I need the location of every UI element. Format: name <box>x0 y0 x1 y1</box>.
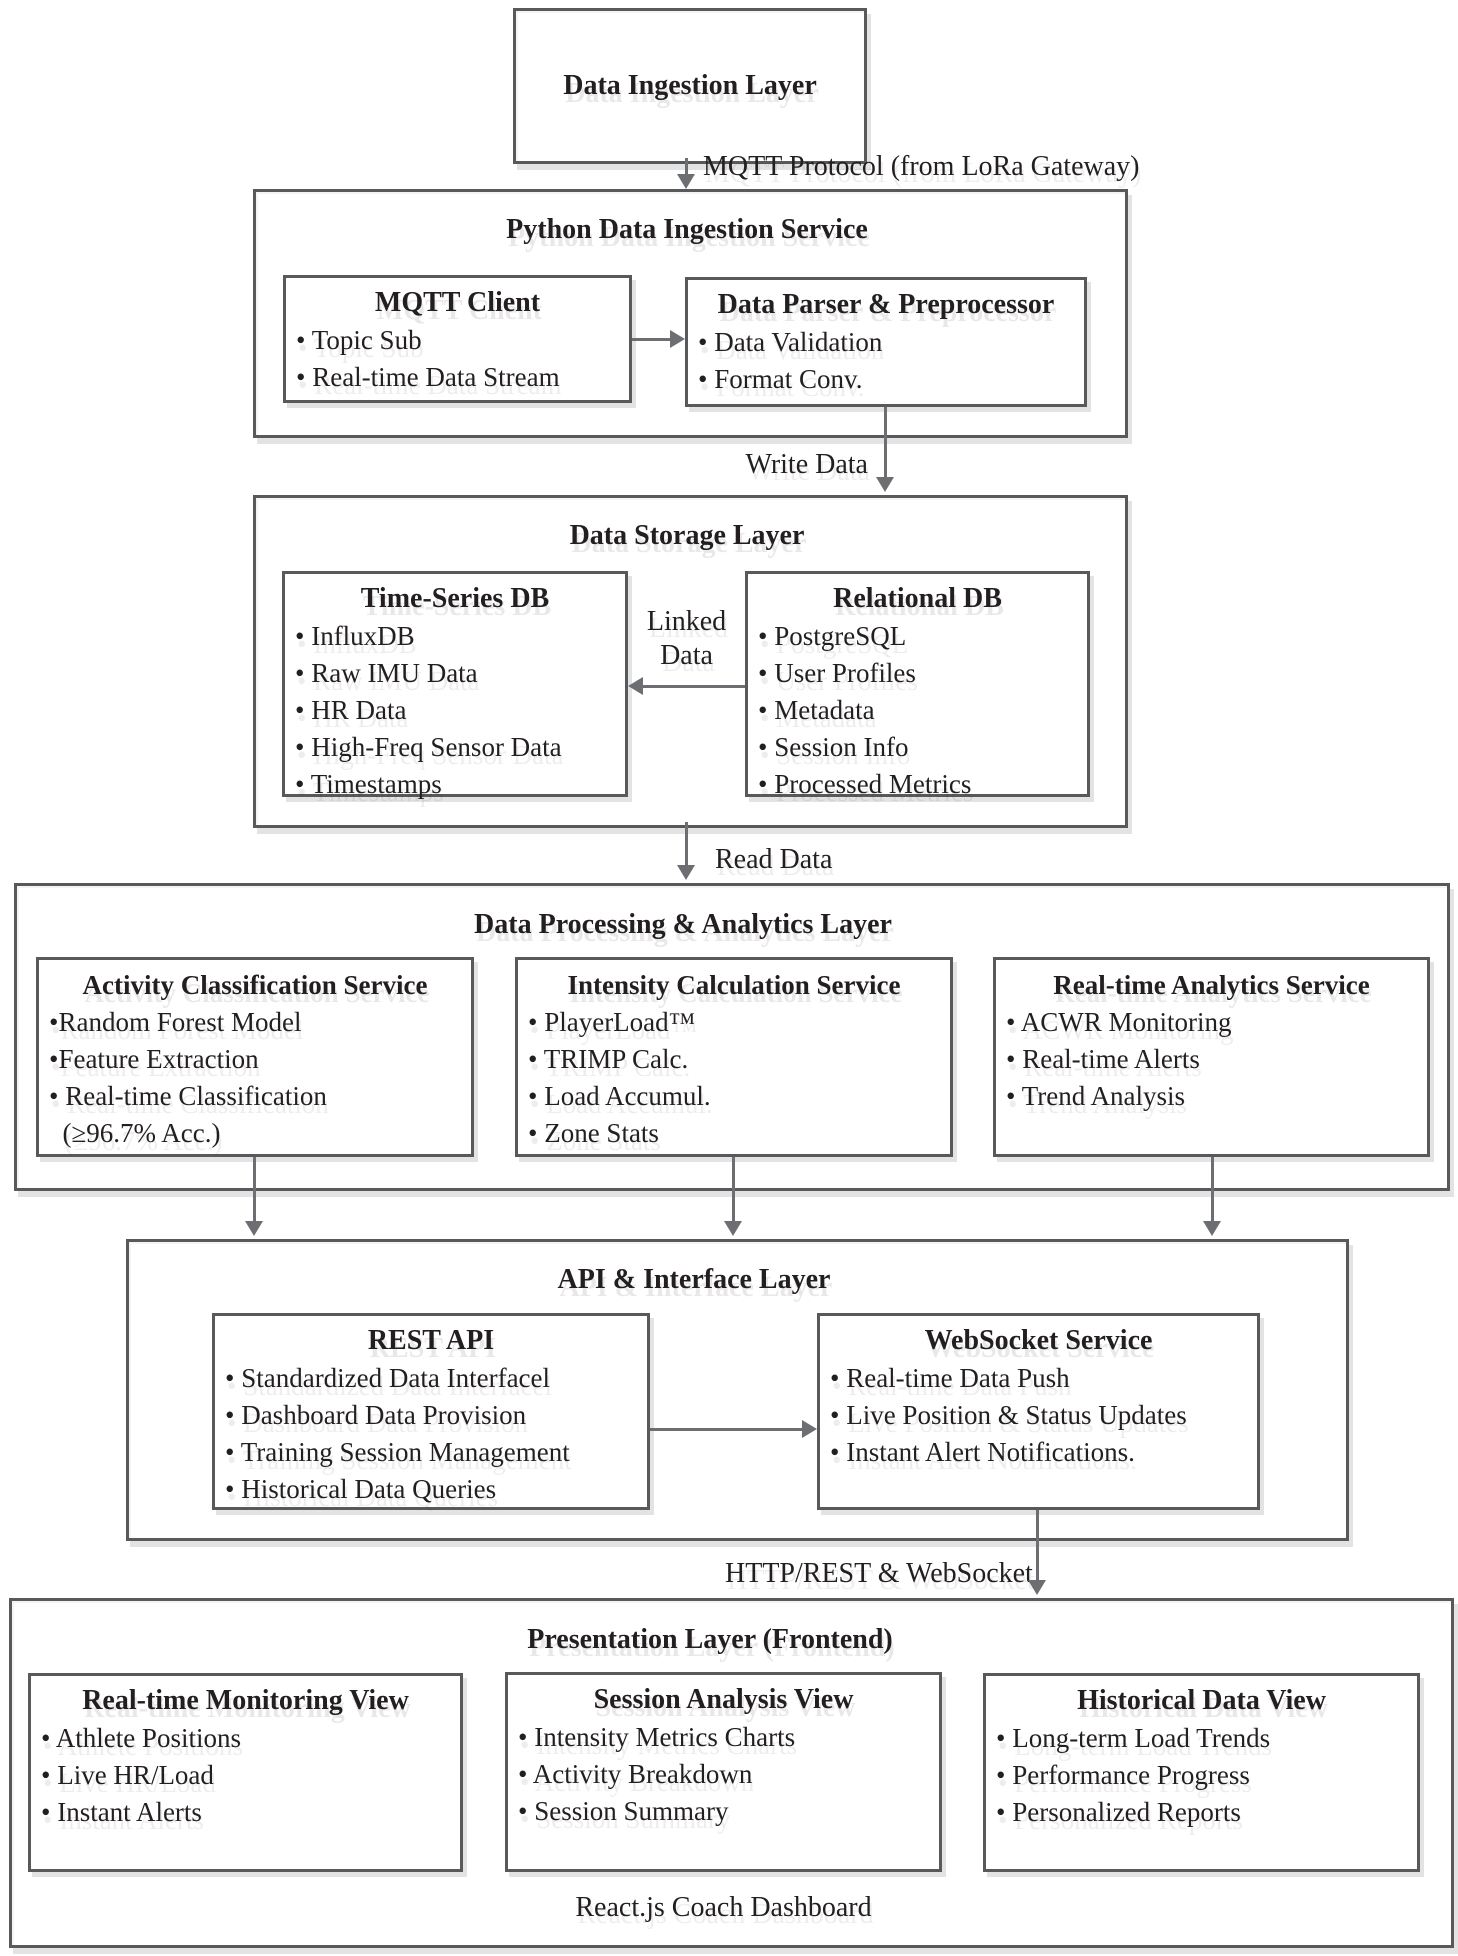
arrow-line <box>884 407 887 480</box>
arrow-line <box>732 1157 735 1224</box>
arrow-activity-to-api <box>245 1157 265 1236</box>
bullet-item: • ACWR Monitoring <box>1006 1007 1232 1037</box>
realtime-monitoring-view-list <box>41 1720 450 1831</box>
bullet-item: • Format Conv. <box>698 364 863 394</box>
arrow-realtime-to-api <box>1203 1157 1223 1236</box>
bullet-item: • Activity Breakdown <box>518 1759 753 1789</box>
session-analysis-view-title: Session Analysis View <box>593 1684 854 1715</box>
rest-api-title: REST API <box>367 1325 495 1356</box>
bullet-item: • Athlete Positions <box>41 1723 241 1753</box>
read-data-label: Read Data <box>715 844 833 875</box>
bullet-item: • Real-time Alerts <box>1006 1044 1200 1074</box>
write-data-label: Write Data <box>745 449 868 480</box>
session-analysis-view-list <box>518 1719 929 1830</box>
websocket-service-title: WebSocket Service <box>924 1325 1153 1356</box>
bullet-item: • Performance Progress <box>996 1760 1250 1790</box>
bullet-item: (≥96.7% Acc.) <box>49 1118 221 1148</box>
bullet-item: • Real-time Data Push <box>830 1363 1070 1393</box>
arrow-head <box>677 865 695 880</box>
bullet-item: • Data Validation <box>698 327 883 357</box>
arrow-rest-to-websocket <box>650 1420 817 1440</box>
bullet-item: • Real-time Data Stream <box>296 362 560 392</box>
session-analysis-view-box <box>505 1672 942 1872</box>
arrow-head <box>724 1221 742 1236</box>
arrow-line <box>1211 1157 1214 1224</box>
arrow-line <box>685 822 688 868</box>
bullet-item: • Topic Sub <box>296 325 422 355</box>
activity-classification-box <box>36 957 474 1157</box>
arrow-write-data <box>876 407 896 492</box>
bullet-item: •Feature Extraction <box>49 1044 259 1074</box>
presentation-layer-title: Presentation Layer (Frontend) <box>527 1624 893 1655</box>
arrow-head <box>1028 1580 1046 1595</box>
timeseries-db-box <box>282 571 628 797</box>
bullet-item: • Dashboard Data Provision <box>225 1400 527 1430</box>
react-dashboard-footer: React.js Coach Dashboard <box>575 1892 872 1923</box>
arrow-head <box>245 1221 263 1236</box>
mqtt-client-box <box>283 275 632 403</box>
bullet-item: • Personalized Reports <box>996 1797 1241 1827</box>
http-websocket-label: HTTP/REST & WebSocket <box>725 1558 1033 1589</box>
timeseries-db-title: Time-Series DB <box>360 583 550 614</box>
websocket-service-list <box>830 1360 1247 1471</box>
bullet-item: • High-Freq Sensor Data <box>295 732 562 762</box>
arrow-head <box>1203 1221 1221 1236</box>
rest-api-box <box>212 1313 650 1510</box>
bullet-item: • Session Info <box>758 732 909 762</box>
relational-db-box <box>745 571 1090 797</box>
bullet-item: • InfluxDB <box>295 621 415 651</box>
bullet-item: • Standardized Data Interfacel <box>225 1363 551 1393</box>
historical-data-view-title: Historical Data View <box>1077 1685 1326 1716</box>
data-parser-box <box>685 277 1087 407</box>
arrow-head <box>677 174 695 189</box>
bullet-item: • Metadata <box>758 695 875 725</box>
bullet-item: • HR Data <box>295 695 407 725</box>
python-ingestion-service-title: Python Data Ingestion Service <box>506 214 868 245</box>
linked-data-label: Linked Data <box>646 606 727 671</box>
bullet-item: • PostgreSQL <box>758 621 907 651</box>
realtime-analytics-list <box>1006 1004 1417 1115</box>
data-ingestion-layer-box <box>513 8 867 164</box>
arrow-line <box>640 685 745 688</box>
realtime-monitoring-view-box <box>28 1673 463 1872</box>
historical-data-view-box <box>983 1673 1420 1872</box>
bullet-item: • PlayerLoad™ <box>528 1007 696 1037</box>
bullet-item: • Real-time Classification <box>49 1081 327 1111</box>
arrow-websocket-to-presentation <box>1028 1510 1048 1595</box>
arrow-linked-data <box>628 677 745 697</box>
realtime-monitoring-view-title: Real-time Monitoring View <box>82 1685 409 1716</box>
arrow-head <box>628 677 643 695</box>
bullet-item: • Raw IMU Data <box>295 658 478 688</box>
bullet-item: • Instant Alert Notifications. <box>830 1437 1135 1467</box>
rest-api-list <box>225 1360 637 1508</box>
arrow-mqtt-to-parser <box>632 330 685 350</box>
mqtt-client-title: MQTT Client <box>374 287 541 318</box>
timeseries-db-list <box>295 618 615 803</box>
processing-layer-title: Data Processing & Analytics Layer <box>474 909 892 940</box>
arrow-head <box>802 1420 817 1438</box>
bullet-item: • Live HR/Load <box>41 1760 214 1790</box>
intensity-calculation-title: Intensity Calculation Service <box>567 970 901 1000</box>
api-interface-layer-title: API & Interface Layer <box>557 1264 831 1295</box>
data-parser-title: Data Parser & Preprocessor <box>717 289 1055 320</box>
arrow-line <box>1036 1510 1039 1583</box>
bullet-item: • Long-term Load Trends <box>996 1723 1271 1753</box>
data-parser-list <box>698 324 1074 398</box>
websocket-service-box <box>817 1313 1260 1510</box>
bullet-item: • Timestamps <box>295 769 442 799</box>
bullet-item: • Session Summary <box>518 1796 729 1826</box>
bullet-item: • TRIMP Calc. <box>528 1044 689 1074</box>
realtime-analytics-title: Real-time Analytics Service <box>1053 970 1370 1000</box>
arrow-line <box>650 1428 805 1431</box>
bullet-item: • User Profiles <box>758 658 916 688</box>
realtime-analytics-box <box>993 957 1430 1157</box>
arrow-head <box>876 477 894 492</box>
data-storage-layer-title: Data Storage Layer <box>569 520 805 551</box>
intensity-calculation-box <box>515 957 953 1157</box>
arrow-read-data <box>677 822 697 880</box>
bullet-item: • Live Position & Status Updates <box>830 1400 1187 1430</box>
arrow-intensity-to-api <box>724 1157 744 1236</box>
mqtt-protocol-label: MQTT Protocol (from LoRa Gateway) <box>703 151 1140 182</box>
bullet-item: • Processed Metrics <box>758 769 972 799</box>
intensity-calculation-list <box>528 1004 940 1152</box>
data-ingestion-layer-title: Data Ingestion Layer <box>563 70 817 101</box>
relational-db-title: Relational DB <box>833 583 1002 614</box>
bullet-item: • Zone Stats <box>528 1118 659 1148</box>
mqtt-client-list <box>296 322 619 396</box>
bullet-item: • Instant Alerts <box>41 1797 202 1827</box>
arrow-line <box>632 338 673 341</box>
activity-classification-list <box>49 1004 461 1152</box>
arrow-ingestion-to-python <box>677 158 697 189</box>
bullet-item: • Historical Data Queries <box>225 1474 497 1504</box>
bullet-item: • Load Accumul. <box>528 1081 711 1111</box>
relational-db-list <box>758 618 1077 803</box>
arrow-line <box>253 1157 256 1224</box>
activity-classification-title: Activity Classification Service <box>82 970 428 1000</box>
bullet-item: •Random Forest Model <box>49 1007 302 1037</box>
historical-data-view-list <box>996 1720 1407 1831</box>
bullet-item: • Training Session Management <box>225 1437 570 1467</box>
bullet-item: • Trend Analysis <box>1006 1081 1185 1111</box>
arrow-head <box>670 330 685 348</box>
bullet-item: • Intensity Metrics Charts <box>518 1722 796 1752</box>
